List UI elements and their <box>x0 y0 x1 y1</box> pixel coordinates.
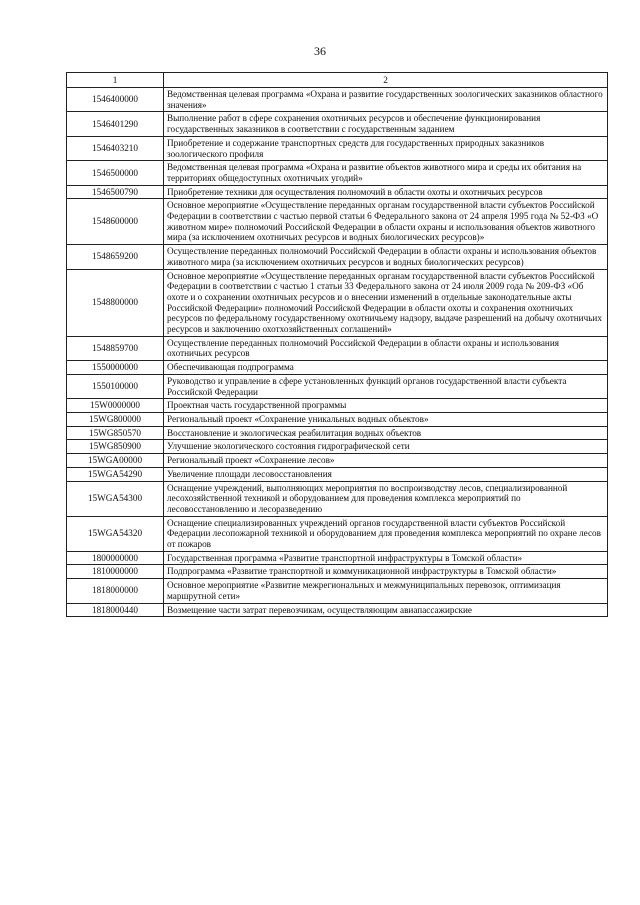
row-name: Приобретение и содержание транспортных средств для государственных природных заказников зоологического профиля <box>164 136 608 160</box>
row-code: 15WGA54290 <box>67 467 164 481</box>
table-row <box>67 440 608 454</box>
row-code: 15WG850900 <box>67 440 164 454</box>
table-row <box>67 399 608 413</box>
budget-classification-table <box>66 72 608 617</box>
row-name: Основное мероприятие «Осуществление переданных органам государственной власти субъектов Российской Федерации в соответствии с частью 1 статьи 33 Федерального закона от 24 июля 2009 года № 209-ФЗ «Об охоте и о сохранении охотничьих ресурсов и о внесении изменений в отдельные законодательные акты Российской Федерации» полномочий Российской Федерации в области охоты и сохранения охотничьих ресурсов по федеральному государственному охотничьему надзору, выдаче разрешений на добычу охотничьих ресурсов и заключению охотхозяйственных соглашений» <box>164 269 608 336</box>
row-code: 1546400000 <box>67 88 164 112</box>
table-row <box>67 88 608 112</box>
table-row <box>67 454 608 468</box>
row-code: 1550100000 <box>67 374 164 398</box>
table-row <box>67 467 608 481</box>
table-row <box>67 112 608 136</box>
table-row <box>67 565 608 579</box>
row-name: Ведомственная целевая программа «Охрана и развитие объектов животного мира и среды их обитания на территориях общедоступных охотничьих угодий» <box>164 161 608 185</box>
row-name: Осуществление переданных полномочий Российской Федерации в области охраны и использования объектов животного мира (за исключением охотничьих ресурсов и водных биологических ресурсов) <box>164 245 608 269</box>
table-row <box>67 426 608 440</box>
row-code: 15WGA00000 <box>67 454 164 468</box>
row-code: 1800000000 <box>67 551 164 565</box>
row-code: 1548659200 <box>67 245 164 269</box>
table-row <box>67 199 608 245</box>
row-code: 1810000000 <box>67 565 164 579</box>
column-header-code: 1 <box>67 73 164 88</box>
row-code: 1818000000 <box>67 579 164 603</box>
table-row <box>67 136 608 160</box>
page-number: 36 <box>314 44 326 58</box>
table-header-row <box>67 73 608 88</box>
row-name: Подпрограмма «Развитие транспортной и коммуникационной инфраструктуры в Томской области» <box>164 565 608 579</box>
row-name: Оснащение учреждений, выполняющих мероприятия по воспроизводству лесов, специализированной лесохозяйственной техникой и оборудованием для проведения комплекса мероприятий по лесовосстановлению и лесоразведению <box>164 481 608 516</box>
row-name: Руководство и управление в сфере установленных функций органов государственной власти субъекта Российской Федерации <box>164 374 608 398</box>
row-name: Восстановление и экологическая реабилитация водных объектов <box>164 426 608 440</box>
row-code: 1546403210 <box>67 136 164 160</box>
row-name: Выполнение работ в сфере сохранения охотничьих ресурсов и обеспечение функционирования государственных заказников в соответствии с государственным заданием <box>164 112 608 136</box>
row-name: Возмещение части затрат перевозчикам, осуществляющим авиапассажирские <box>164 603 608 617</box>
row-name: Увеличение площади лесовосстановления <box>164 467 608 481</box>
row-name: Основное мероприятие «Осуществление переданных органам государственной власти субъектов Российской Федерации в соответствии с частью первой статьи 6 Федерального закона от 24 апреля 1995 года № 52-ФЗ «О животном мире» полномочий Российской Федерации в области охраны и использования объектов животного мира (за исключением охотничьих ресурсов и водных биологических ресурсов)» <box>164 199 608 245</box>
table-row <box>67 361 608 375</box>
table-row <box>67 603 608 617</box>
row-code: 1548800000 <box>67 269 164 336</box>
table-row <box>67 481 608 516</box>
table-row <box>67 185 608 199</box>
row-code: 15WG800000 <box>67 412 164 426</box>
row-code: 1548859700 <box>67 336 164 360</box>
table-row <box>67 245 608 269</box>
table-row <box>67 269 608 336</box>
row-code: 1550000000 <box>67 361 164 375</box>
table-body <box>67 88 608 617</box>
row-code: 1546500790 <box>67 185 164 199</box>
row-code: 15W0000000 <box>67 399 164 413</box>
row-name: Ведомственная целевая программа «Охрана и развитие государственных зоологических заказников областного значения» <box>164 88 608 112</box>
row-code: 1548600000 <box>67 199 164 245</box>
row-code: 1546500000 <box>67 161 164 185</box>
table-row <box>67 412 608 426</box>
column-header-name: 2 <box>164 73 608 88</box>
table-row <box>67 579 608 603</box>
table-row <box>67 336 608 360</box>
row-name: Оснащение специализированных учреждений органов государственной власти субъектов Российской Федерации лесопожарной техникой и оборудованием для проведения комплекса мероприятий по охране лесов от пожаров <box>164 516 608 551</box>
row-name: Основное мероприятие «Развитие межрегиональных и межмуниципальных перевозок, оптимизация маршрутной сети» <box>164 579 608 603</box>
row-name: Проектная часть государственной программы <box>164 399 608 413</box>
row-code: 15WG850570 <box>67 426 164 440</box>
row-name: Государственная программа «Развитие транспортной инфраструктуры в Томской области» <box>164 551 608 565</box>
row-code: 1546401290 <box>67 112 164 136</box>
row-name: Приобретение техники для осуществления полномочий в области охоты и охотничьих ресурсов <box>164 185 608 199</box>
row-name: Обеспечивающая подпрограмма <box>164 361 608 375</box>
row-name: Осуществление переданных полномочий Российской Федерации в области охраны и использования охотничьих ресурсов <box>164 336 608 360</box>
row-code: 15WGA54320 <box>67 516 164 551</box>
row-code: 1818000440 <box>67 603 164 617</box>
row-name: Региональный проект «Сохранение уникальных водных объектов» <box>164 412 608 426</box>
table-row <box>67 374 608 398</box>
row-name: Улучшение экологического состояния гидрографической сети <box>164 440 608 454</box>
row-code: 15WGA54300 <box>67 481 164 516</box>
table-row <box>67 551 608 565</box>
row-name: Региональный проект «Сохранение лесов» <box>164 454 608 468</box>
table-row <box>67 161 608 185</box>
table-row <box>67 516 608 551</box>
